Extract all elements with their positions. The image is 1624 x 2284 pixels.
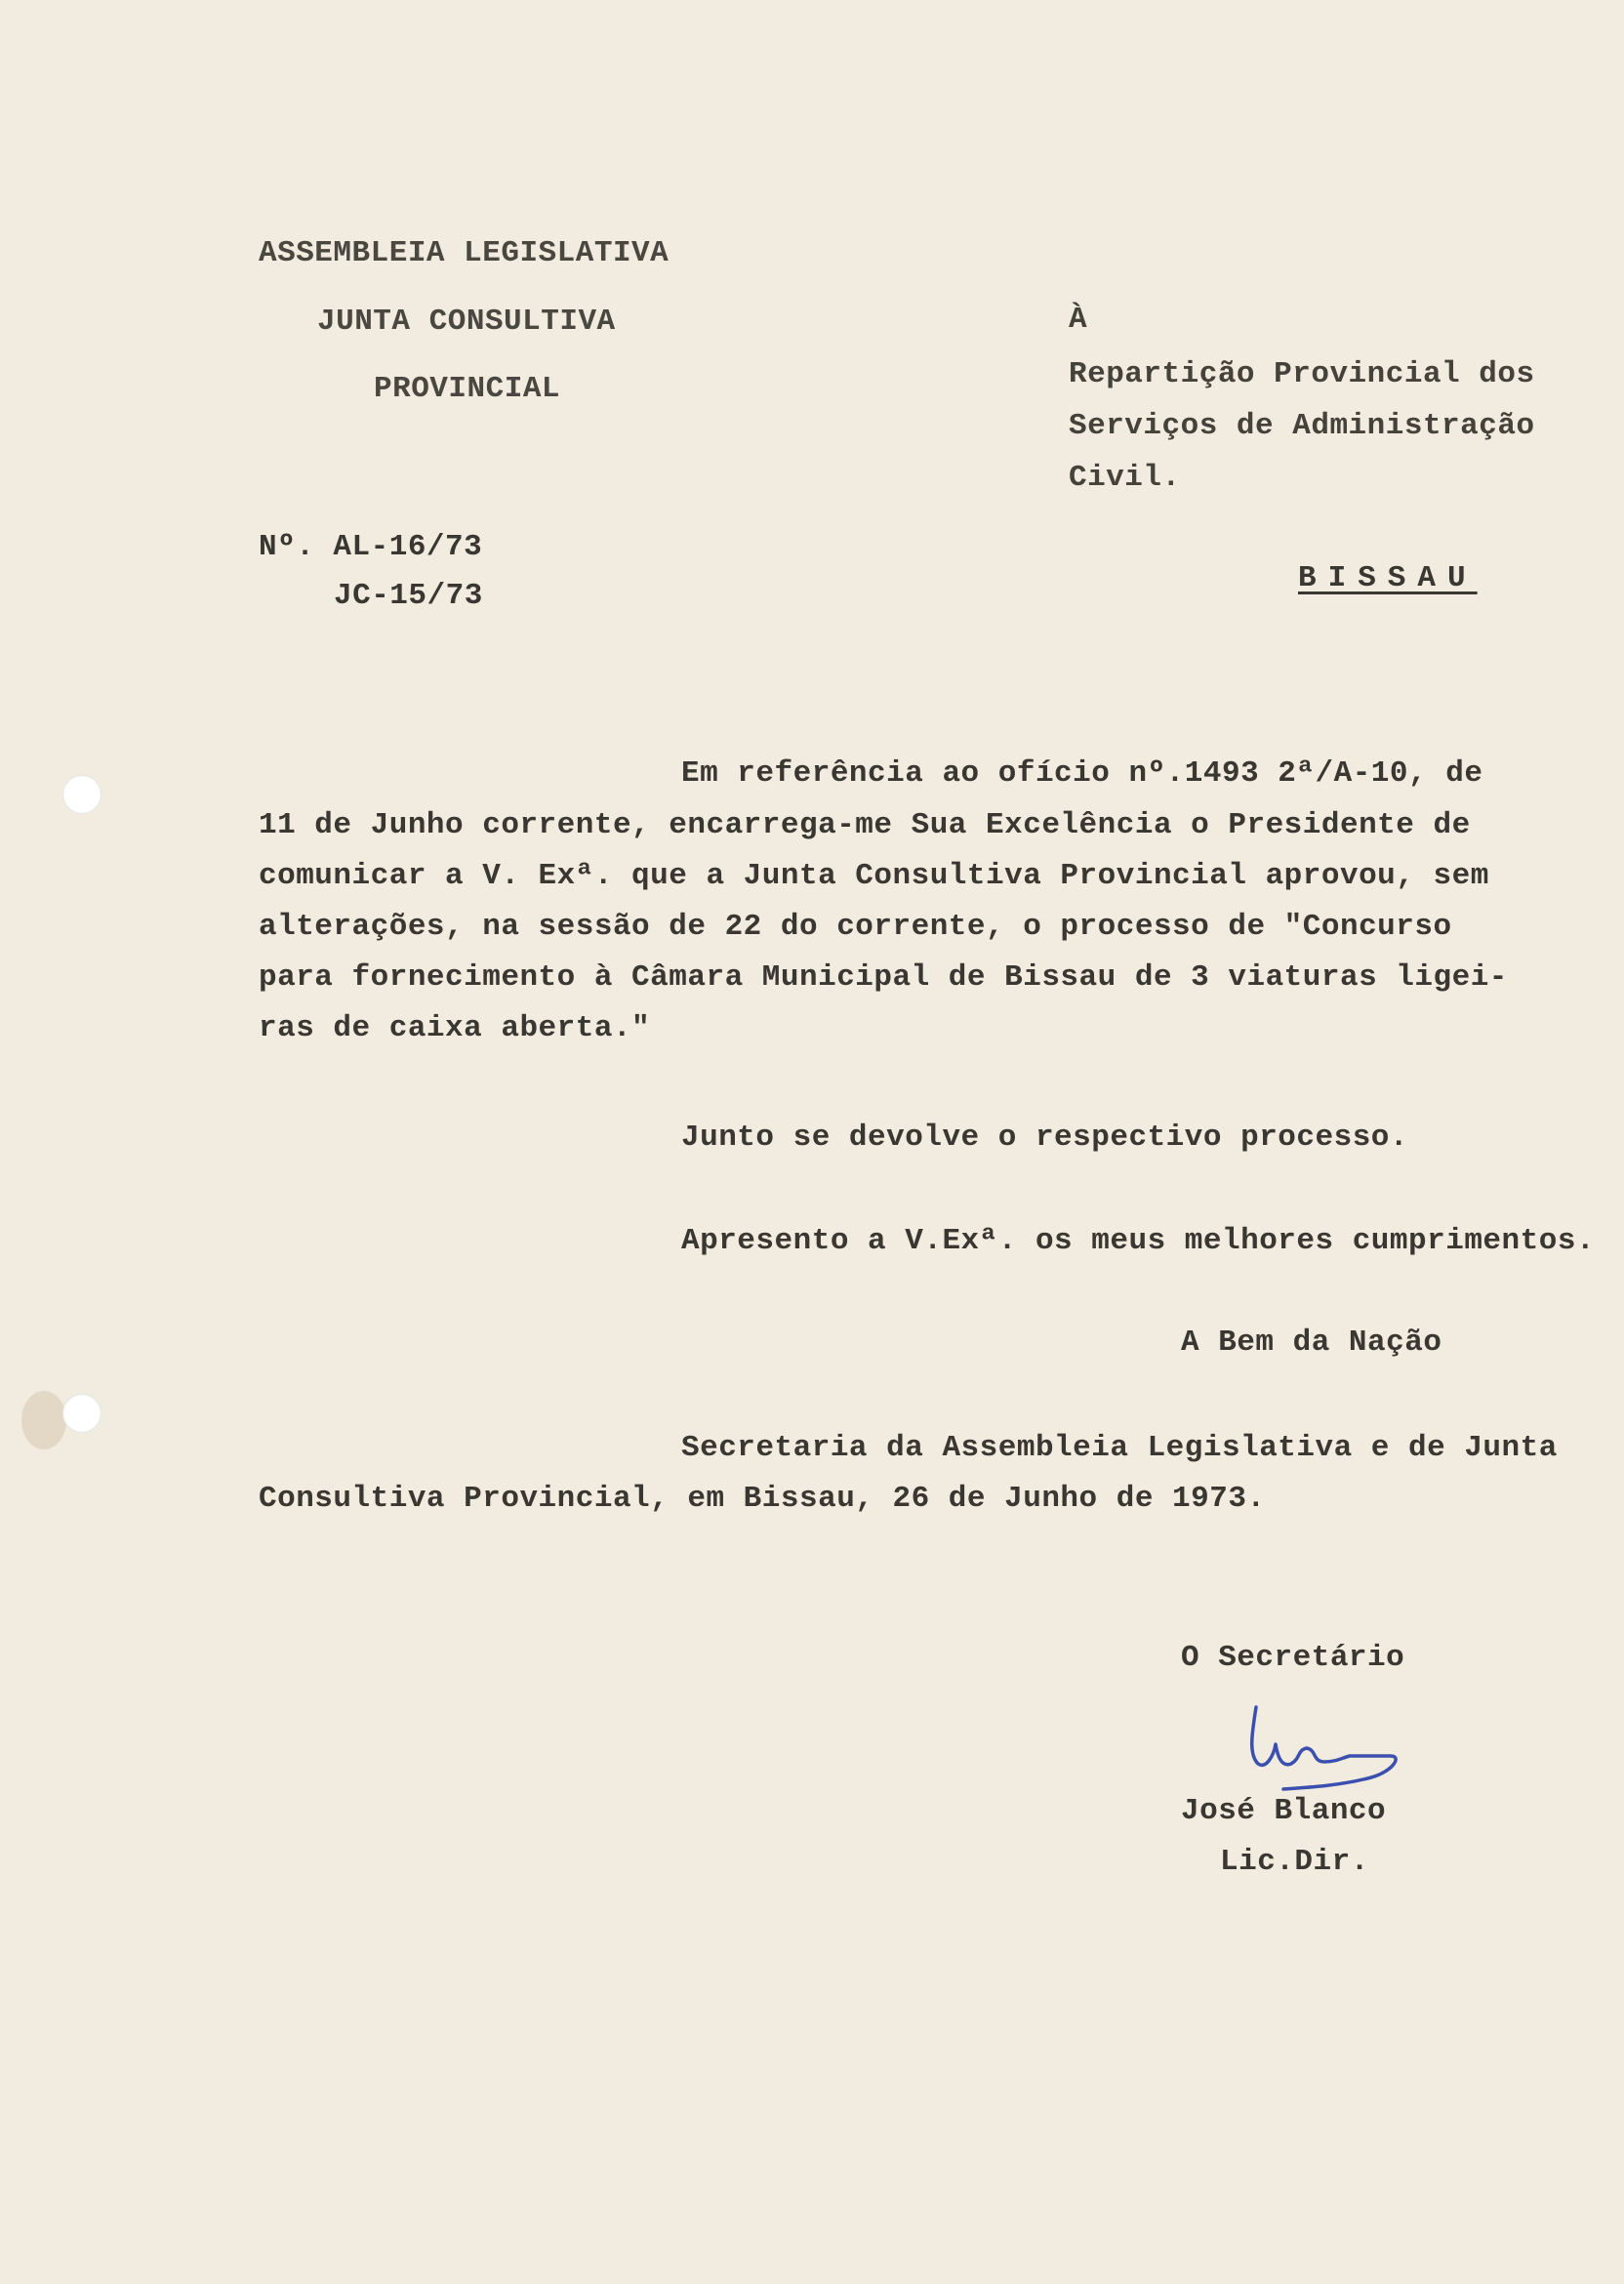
body-p2: Junto se devolve o respectivo processo. [681, 1121, 1409, 1155]
handwritten-signature [1235, 1693, 1410, 1801]
body-p1-line-5: para fornecimento à Câmara Municipal de Bissau de 3 viaturas ligei- [259, 960, 1508, 995]
body-p1-line-3: comunicar a V. Exª. que a Junta Consultiva Provincial aprovou, sem [259, 859, 1489, 893]
recipient-city: BISSAU [1298, 561, 1478, 595]
reference-line-2: JC-15/73 [334, 579, 483, 613]
body-p1-line-2: 11 de Junho corrente, encarrega-me Sua Excelência o Presidente de [259, 808, 1471, 842]
body-p1-line-1: Em referência ao ofício nº.1493 2ª/A-10, de [681, 756, 1483, 791]
paper-stain [21, 1391, 66, 1449]
closing: A Bem da Nação [1181, 1326, 1442, 1360]
body-p3: Apresento a V.Exª. os meus melhores cumprimentos. [681, 1224, 1596, 1258]
sender-line-1: ASSEMBLEIA LEGISLATIVA [259, 236, 670, 270]
recipient-salutation: À [1069, 303, 1088, 337]
recipient-line-3: Civil. [1069, 461, 1181, 495]
sender-line-3: PROVINCIAL [374, 372, 561, 406]
sender-line-2: JUNTA CONSULTIVA [317, 305, 616, 339]
reference-line-1: Nº. AL-16/73 [259, 530, 483, 564]
punch-hole-top [62, 775, 102, 814]
signer-name: José Blanco [1181, 1794, 1387, 1828]
recipient-line-1: Repartição Provincial dos [1069, 357, 1535, 391]
place-date-line-1: Secretaria da Assembleia Legislativa e de Junta [681, 1431, 1558, 1465]
signer-title: O Secretário [1181, 1641, 1405, 1675]
punch-hole-bottom [62, 1394, 102, 1433]
signer-degree: Lic.Dir. [1220, 1845, 1369, 1879]
body-p1-line-4: alterações, na sessão de 22 do corrente, o processo de "Concurso [259, 910, 1452, 944]
place-date-line-2: Consultiva Provincial, em Bissau, 26 de Junho de 1973. [259, 1482, 1266, 1516]
recipient-line-2: Serviços de Administração [1069, 409, 1535, 443]
body-p1-line-6: ras de caixa aberta." [259, 1011, 651, 1045]
